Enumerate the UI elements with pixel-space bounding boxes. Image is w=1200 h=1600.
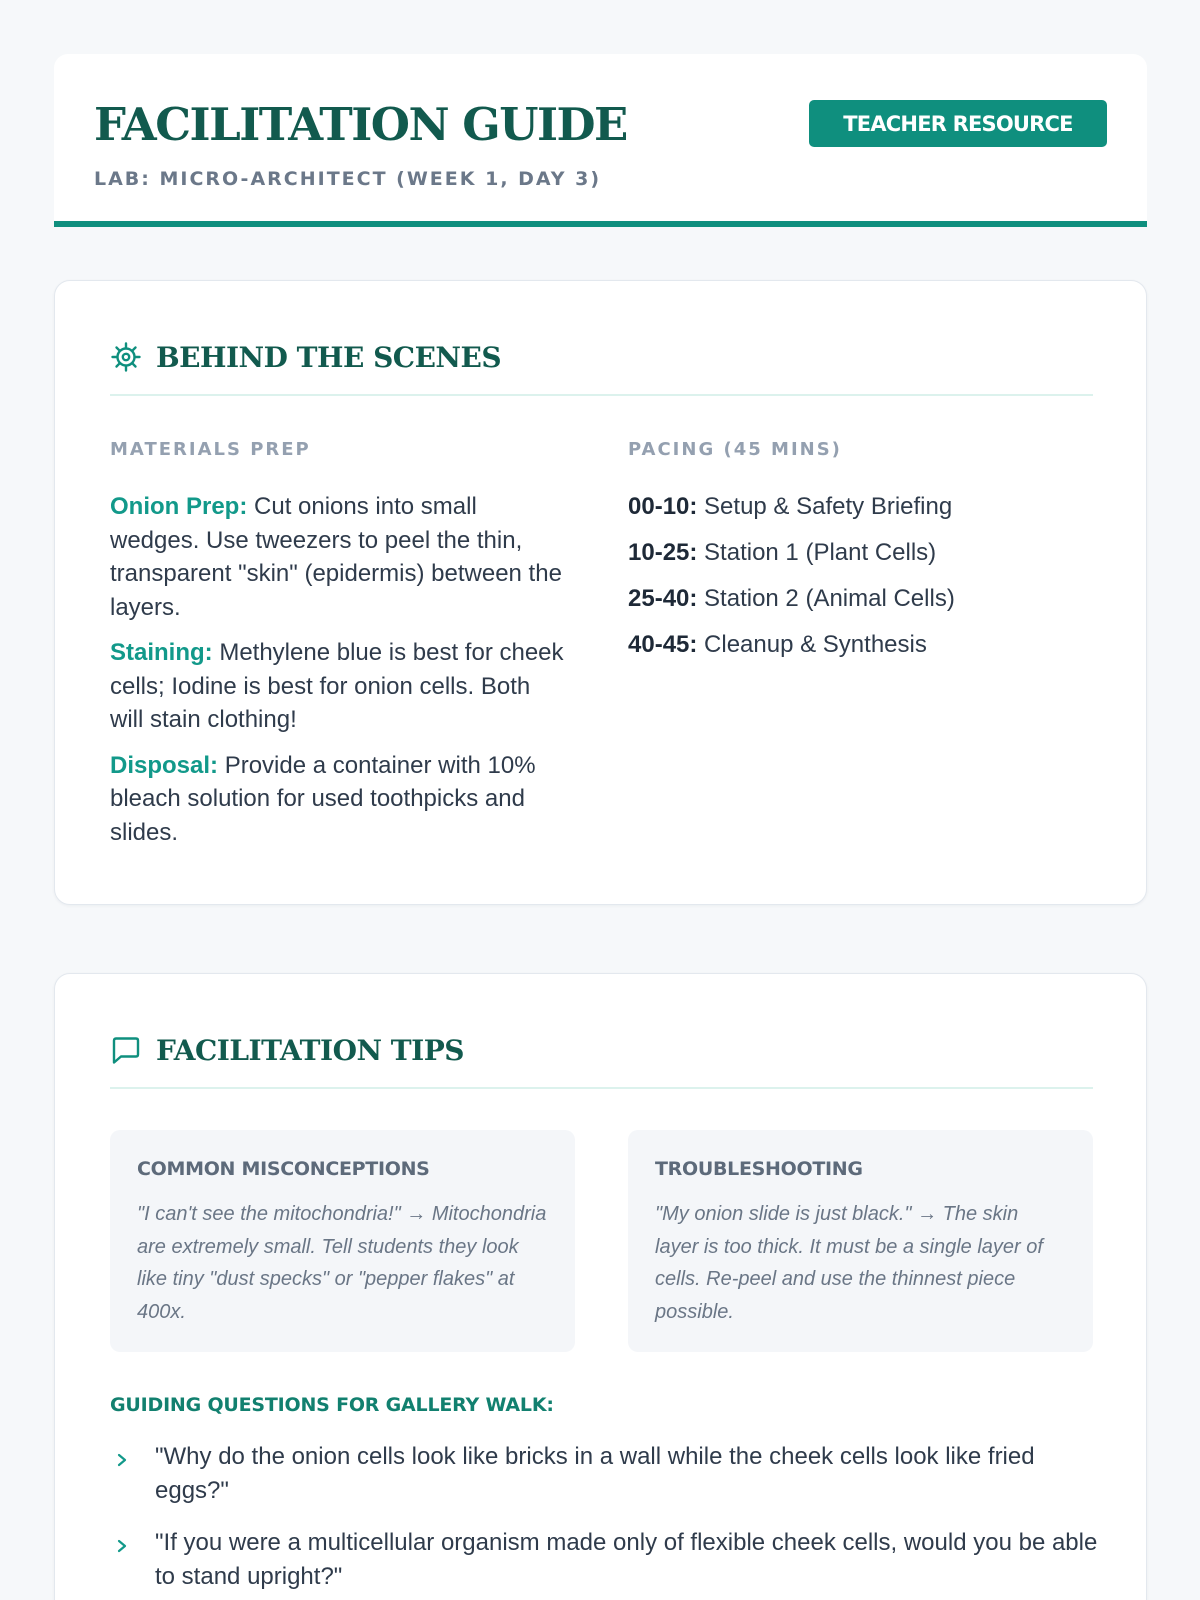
list-item [110,1440,1100,1508]
header-card [54,54,1147,227]
materials-item-label: Onion Prep: [110,493,248,520]
pacing-activity: Cleanup & Synthesis [704,631,927,658]
guiding-question-text: "If you were a multicellular organism made only of flexible cheek cells, would you be able to stand upright?" [155,1529,1098,1590]
pacing-time: 10-25: [628,539,698,566]
materials-item-label: Staining: [110,639,213,666]
pacing-label: PACING (45 MINS) [628,439,842,460]
troubleshooting-text: "My onion slide is just black." → The skin layer is too thick. It must be a single layer of cells. Re-peel and use the thinnest piece possible. [655,1203,1043,1323]
pacing-item [628,490,1088,524]
chevron-right-icon [115,1452,129,1468]
behind-the-scenes-card [54,280,1147,905]
troubleshooting-label: TROUBLESHOOTING [655,1158,863,1180]
misconceptions-text: "I can't see the mitochondria!" → Mitochondria are extremely small. Tell students they look like tiny "dust specks" or "pepper flakes" at 400x. [137,1203,547,1323]
materials-item [110,749,570,850]
materials-item [110,636,570,737]
pacing-time: 40-45: [628,631,698,658]
section-title: FACILITATION TIPS [156,1034,465,1067]
materials-prep-label: MATERIALS PREP [110,439,311,460]
teacher-resource-badge: TEACHER RESOURCE [809,100,1107,147]
pacing-activity: Station 1 (Plant Cells) [704,539,937,566]
guiding-question-text: "Why do the onion cells look like bricks in a wall while the cheek cells look like fried eggs?" [155,1443,1035,1504]
pacing-activity: Setup & Safety Briefing [704,493,953,520]
chat-bubble-icon [110,1034,142,1066]
materials-item-text: Methylene blue is best for cheek cells; Iodine is best for onion cells. Both will stain clothing! [110,639,564,733]
gear-icon [110,341,142,373]
materials-item-text: Cut onions into small wedges. Use tweezers to peel the thin, transparent "skin" (epidermis) between the layers. [110,493,562,621]
pacing-item [628,582,1088,616]
chevron-right-icon [115,1538,129,1554]
guiding-questions-list [110,1440,1100,1600]
page-title: FACILITATION GUIDE [94,98,627,151]
pacing-item [628,628,1088,662]
pacing-item [628,536,1088,570]
section-title: BEHIND THE SCENES [156,341,502,374]
misconceptions-box [110,1130,575,1352]
list-item [110,1526,1100,1594]
troubleshooting-box [628,1130,1093,1352]
misconceptions-label: COMMON MISCONCEPTIONS [137,1158,430,1180]
materials-item [110,490,570,624]
guiding-questions-label: GUIDING QUESTIONS FOR GALLERY WALK: [110,1394,554,1416]
materials-item-label: Disposal: [110,751,219,779]
section-header-behind-the-scenes [110,341,1093,396]
pacing-time: 25-40: [628,585,698,612]
page-subtitle: LAB: MICRO-ARCHITECT (WEEK 1, DAY 3) [94,168,602,190]
materials-item-text: Provide a container with 10% bleach solution for used toothpicks and slides. [110,751,536,846]
pacing-activity: Station 2 (Animal Cells) [704,585,955,612]
section-header-facilitation-tips [110,1034,1093,1089]
materials-prep-column [110,439,570,861]
pacing-column [628,439,1088,674]
facilitation-tips-card [54,973,1147,1600]
pacing-time: 00-10: [628,493,698,520]
